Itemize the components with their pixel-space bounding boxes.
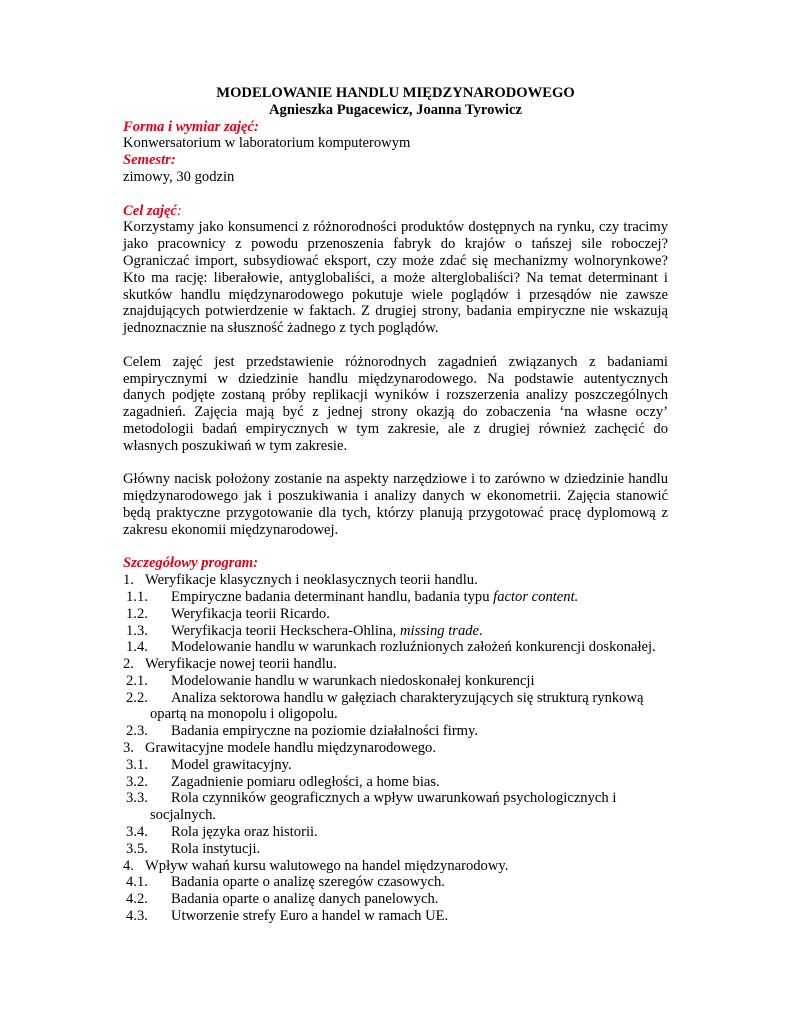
- cel-heading-label: Cel zajęć: [123, 202, 177, 219]
- program-subitem: [123, 639, 668, 656]
- program-item-text: Weryfikacja teorii Ricardo.: [171, 605, 330, 622]
- program-subitem: [123, 690, 668, 724]
- forma-value: Konwersatorium w laboratorium komputerowym: [123, 135, 411, 152]
- cel-paragraph-1: Korzystamy jako konsumenci z różnorodności produktów dostępnych na rynku, czy tracimy jako pracownicy z powodu przenoszenia fabryk do krajów o tańszej sile roboczej? Ograniczać import, subsydiować eksport, czy może zdać się mechanizmy wolnorynkowe? Kto ma rację: liberałowie, antyglobaliści, a może alterglobaliści? Na temat determinant i skutków handlu międzynarodowego pokutuje wiele poglądów i przesądów nie zawsze znajdujących potwierdzenie w faktach. Z drugiej strony, badania empiryczne nie wskazują jednoznacznie na słuszność żadnego z tych poglądów.: [123, 219, 668, 337]
- semestr-heading: Semestr:: [123, 152, 176, 169]
- program-item-text: Badania oparte o analizę szeregów czasowych.: [171, 874, 445, 891]
- program-subitem: [123, 891, 668, 908]
- semestr-value: zimowy, 30 godzin: [123, 168, 235, 185]
- cel-heading: [123, 203, 668, 220]
- program-item-text: Badania empiryczne na poziomie działalności firmy.: [171, 723, 479, 740]
- program-subitem: [123, 824, 668, 841]
- program-item-text: Zagadnienie pomiaru odległości, a home bias.: [171, 773, 440, 790]
- program-item-number: 1.: [123, 572, 134, 589]
- program-item-text: Badania oparte o analizę danych panelowych.: [171, 891, 439, 908]
- program-item-number: 1.4.: [126, 639, 148, 656]
- program-item-number: 2.: [123, 656, 134, 673]
- program-item: [123, 858, 668, 875]
- program-item-text: Weryfikacja teorii Heckschera-Ohlina,: [171, 622, 400, 639]
- spacer: [123, 455, 668, 472]
- program-item-number: 4.3.: [126, 908, 148, 925]
- program-heading: Szczegółowy program:: [123, 555, 258, 572]
- document-title: MODELOWANIE HANDLU MIĘDZYNARODOWEGO: [216, 85, 575, 101]
- program-subitem: [123, 589, 668, 606]
- forma-heading: Forma i wymiar zajęć:: [123, 118, 259, 135]
- program-item-text: Rola czynników geograficznych a wpływ uwarunkowań psychologicznych i: [171, 790, 617, 807]
- program-subitem: [123, 623, 668, 640]
- program-item-number: 3.: [123, 740, 134, 757]
- program-item-number: 3.2.: [126, 773, 148, 790]
- program-item-text: Analiza sektorowa handlu w gałęziach charakteryzujących się strukturą rynkową: [171, 689, 644, 706]
- program-item-italic: missing trade: [399, 622, 480, 639]
- program-item: [123, 740, 668, 757]
- program-item-italic: factor content.: [493, 588, 579, 605]
- program-item-text: Modelowanie handlu w warunkach niedoskonałej konkurencji: [171, 672, 535, 689]
- program-subitem: [123, 908, 668, 925]
- program-item-text: Weryfikacje klasycznych i neoklasycznych teorii handlu.: [145, 572, 478, 589]
- program-item-number: 1.1.: [126, 588, 148, 605]
- program-item-number: 2.2.: [126, 689, 148, 706]
- program-item: [123, 656, 668, 673]
- program-item-text: Model grawitacyjny.: [171, 756, 292, 773]
- program-item-number: 3.5.: [126, 840, 148, 857]
- program-subitem: [123, 841, 668, 858]
- cel-paragraph-3: Główny nacisk położony zostanie na aspekty narzędziowe i to zarówno w dziedzinie handlu międzynarodowego jak i poszukiwania i analizy danych w ekonometrii. Zajęcia stanowić będą praktyczne przygotowanie dla tych, którzy planują przygotować pracę dyplomową z zakresu ekonomii międzynarodowej.: [123, 471, 668, 538]
- program-item-text: Wpływ wahań kursu walutowego na handel międzynarodowy.: [145, 857, 509, 874]
- program-item-number: 4.: [123, 857, 134, 874]
- program-item-text: Utworzenie strefy Euro a handel w ramach UE.: [171, 908, 449, 925]
- cel-paragraph-2: Celem zajęć jest przedstawienie różnorodnych zagadnień związanych z badaniami empirycznymi w dziedzinie handlu międzynarodowego. Na podstawie autentycznych danych podjęte zostaną próby replikacji wyników i rozszerzenia analizy poszczególnych zagadnień. Zajęcia mają być z jednej strony okazją do zobaczenia ‘na własne oczy’ metodologii badań empirycznych w tym zakresie, ale z drugiej również zachęcić do własnych poszukiwań w tym zakresie.: [123, 353, 668, 454]
- document-authors: Agnieszka Pugacewicz, Joanna Tyrowicz: [269, 101, 522, 118]
- program-item-continuation: socjalnych.: [150, 807, 217, 824]
- program-item-number: 2.3.: [126, 723, 148, 740]
- program-subitem: [123, 606, 668, 623]
- program-item-text: Grawitacyjne modele handlu międzynarodowego.: [145, 740, 436, 757]
- program-item-number: 3.4.: [126, 824, 148, 841]
- program-item-number: 1.3.: [126, 622, 148, 639]
- program-item-number: 2.1.: [126, 672, 148, 689]
- program-item-text: Weryfikacje nowej teorii handlu.: [145, 656, 337, 673]
- program-item-number: 1.2.: [126, 605, 148, 622]
- spacer: [123, 539, 668, 556]
- program-subitem: [123, 673, 668, 690]
- program-subitem: [123, 757, 668, 774]
- program-subitem: [123, 874, 668, 891]
- program-item-text: Modelowanie handlu w warunkach rozluźnionych założeń konkurencji doskonałej.: [171, 639, 656, 656]
- program-item-number: 3.3.: [126, 790, 148, 807]
- program-item-text: Empiryczne badania determinant handlu, badania typu: [171, 588, 494, 605]
- program-list: [123, 572, 668, 925]
- document-page: [123, 85, 668, 925]
- program-item-number: 4.1.: [126, 874, 148, 891]
- spacer: [123, 337, 668, 354]
- program-subitem: [123, 790, 668, 824]
- spacer: [123, 186, 668, 203]
- program-subitem: [123, 723, 668, 740]
- program-subitem: [123, 774, 668, 791]
- program-item-number: 4.2.: [126, 891, 148, 908]
- program-item-number: 3.1.: [126, 756, 148, 773]
- program-item-suffix: .: [479, 622, 483, 639]
- program-item-text: Rola języka oraz historii.: [171, 824, 318, 841]
- cel-heading-colon: :: [176, 202, 182, 219]
- program-item-text: Rola instytucji.: [171, 840, 261, 857]
- program-item: [123, 572, 668, 589]
- program-item-continuation: opartą na monopolu i oligopolu.: [150, 706, 338, 723]
